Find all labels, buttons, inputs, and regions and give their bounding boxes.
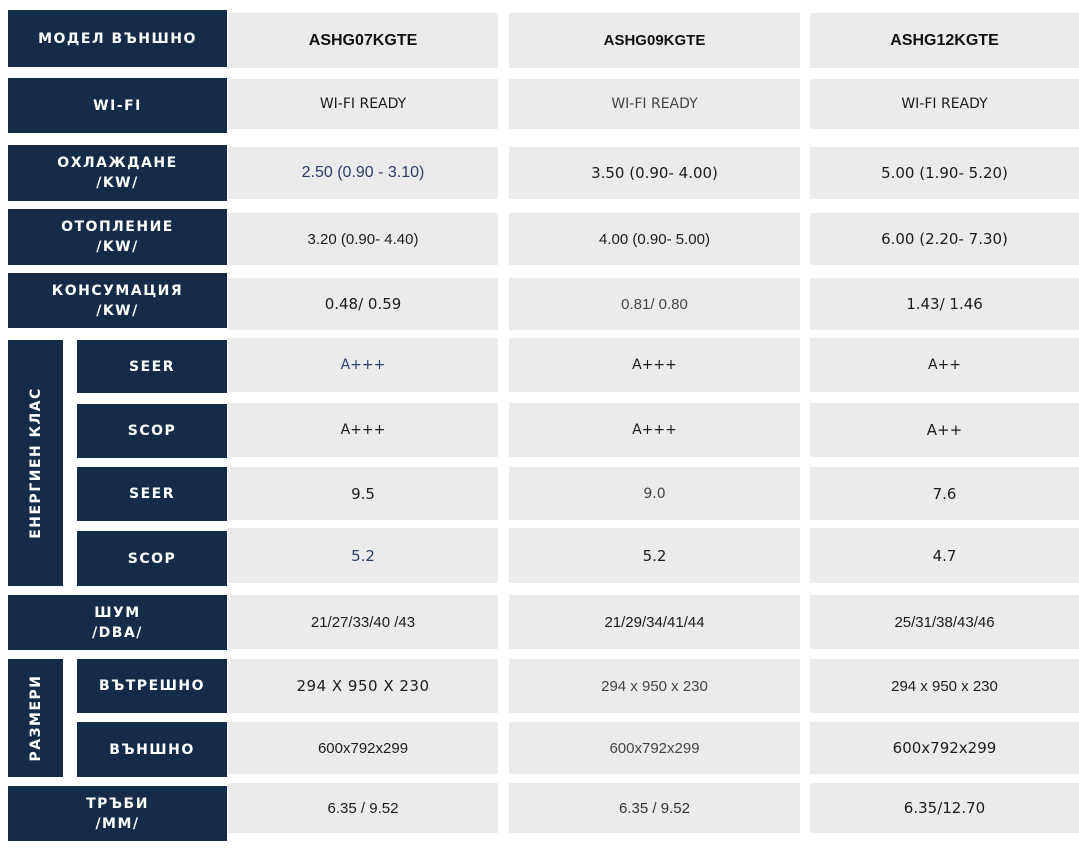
header-pipes bbox=[8, 786, 227, 841]
header-scop-1 bbox=[77, 404, 227, 458]
header-wifi bbox=[8, 78, 227, 133]
model-name-cell: ASHG09KGTE bbox=[509, 13, 800, 68]
header-cooling-unit: /KW/ bbox=[96, 175, 139, 191]
consumption-cell: 0.81/ 0.80 bbox=[509, 278, 800, 330]
indoor-cell: 294 x 950 x 230 bbox=[509, 659, 800, 713]
consumption-cell: 0.48/ 0.59 bbox=[228, 278, 498, 330]
header-cooling-label: ОХЛАЖДАНЕ bbox=[57, 155, 178, 171]
header-dimensions-label: РАЗМЕРИ bbox=[27, 674, 44, 762]
header-wifi-label: WI-FI bbox=[93, 97, 142, 114]
header-heating bbox=[8, 209, 227, 265]
wifi-cell: WI-FI READY bbox=[509, 79, 800, 129]
seer-cell: 9.5 bbox=[228, 467, 498, 520]
header-pipes-unit: /MM/ bbox=[95, 815, 140, 832]
heating-cell: 6.00 (2.20- 7.30) bbox=[810, 213, 1079, 265]
header-seer-1-label: SEER bbox=[129, 358, 175, 375]
header-noise-label: ШУМ bbox=[94, 604, 141, 621]
header-outdoor bbox=[77, 722, 227, 777]
scop-class-cell: A++ bbox=[810, 403, 1079, 457]
noise-cell: 21/27/33/40 /43 bbox=[228, 595, 498, 649]
outdoor-cell: 600x792x299 bbox=[509, 722, 800, 774]
model-name-cell: ASHG07KGTE bbox=[228, 13, 498, 68]
header-scop-2-label: SCOP bbox=[127, 550, 177, 567]
header-outdoor-label: ВЪНШНО bbox=[109, 741, 195, 758]
header-consumption-unit: /KW/ bbox=[96, 302, 139, 319]
header-model-label: МОДЕЛ ВЪНШНО bbox=[38, 30, 197, 47]
header-seer-1 bbox=[77, 340, 227, 393]
wifi-cell: WI-FI READY bbox=[228, 79, 498, 129]
model-name-cell: ASHG12KGTE bbox=[810, 13, 1079, 68]
heating-cell: 4.00 (0.90- 5.00) bbox=[509, 213, 800, 265]
header-consumption bbox=[8, 273, 227, 328]
scop-cell: 5.2 bbox=[509, 528, 800, 583]
seer-class-cell: A+++ bbox=[228, 338, 498, 392]
scop-class-cell: A+++ bbox=[509, 403, 800, 457]
scop-cell: 5.2 bbox=[228, 528, 498, 583]
header-seer-2 bbox=[77, 467, 227, 521]
header-heating-unit: /KW/ bbox=[96, 239, 139, 255]
header-energy-class bbox=[8, 340, 63, 586]
scop-class-cell: A+++ bbox=[228, 403, 498, 457]
noise-cell: 21/29/34/41/44 bbox=[509, 595, 800, 649]
seer-class-cell: A++ bbox=[810, 338, 1079, 392]
noise-cell: 25/31/38/43/46 bbox=[810, 595, 1079, 649]
seer-class-cell: A+++ bbox=[509, 338, 800, 392]
pipes-cell: 6.35 / 9.52 bbox=[509, 783, 800, 833]
header-dimensions bbox=[8, 659, 63, 777]
header-energy-class-label: ЕНЕРГИЕН КЛАС bbox=[27, 387, 44, 539]
header-model bbox=[8, 10, 227, 67]
header-heating-label: ОТОПЛЕНИЕ bbox=[61, 219, 174, 235]
outdoor-cell: 600x792x299 bbox=[228, 722, 498, 774]
indoor-cell: 294 X 950 X 230 bbox=[228, 659, 498, 713]
consumption-cell: 1.43/ 1.46 bbox=[810, 278, 1079, 330]
scop-cell: 4.7 bbox=[810, 528, 1079, 583]
pipes-cell: 6.35/12.70 bbox=[810, 783, 1079, 833]
header-scop-2 bbox=[77, 531, 227, 586]
header-pipes-label: ТРЪБИ bbox=[86, 795, 149, 812]
header-cooling bbox=[8, 145, 227, 201]
header-consumption-label: КОНСУМАЦИЯ bbox=[51, 282, 184, 299]
cooling-cell: 3.50 (0.90- 4.00) bbox=[509, 147, 800, 199]
seer-cell: 7.6 bbox=[810, 467, 1079, 520]
header-noise bbox=[8, 595, 227, 650]
header-indoor bbox=[77, 659, 227, 713]
indoor-cell: 294 x 950 x 230 bbox=[810, 659, 1079, 713]
cooling-cell: 2.50 (0.90 - 3.10) bbox=[228, 147, 498, 199]
wifi-cell: WI-FI READY bbox=[810, 79, 1079, 129]
header-noise-unit: /DBA/ bbox=[92, 624, 143, 641]
header-indoor-label: ВЪТРЕШНО bbox=[98, 678, 206, 694]
cooling-cell: 5.00 (1.90- 5.20) bbox=[810, 147, 1079, 199]
pipes-cell: 6.35 / 9.52 bbox=[228, 783, 498, 833]
seer-cell: 9.0 bbox=[509, 467, 800, 520]
header-seer-2-label: SEER bbox=[129, 486, 175, 502]
outdoor-cell: 600x792x299 bbox=[810, 722, 1079, 774]
heating-cell: 3.20 (0.90- 4.40) bbox=[228, 213, 498, 265]
header-scop-1-label: SCOP bbox=[127, 423, 177, 439]
